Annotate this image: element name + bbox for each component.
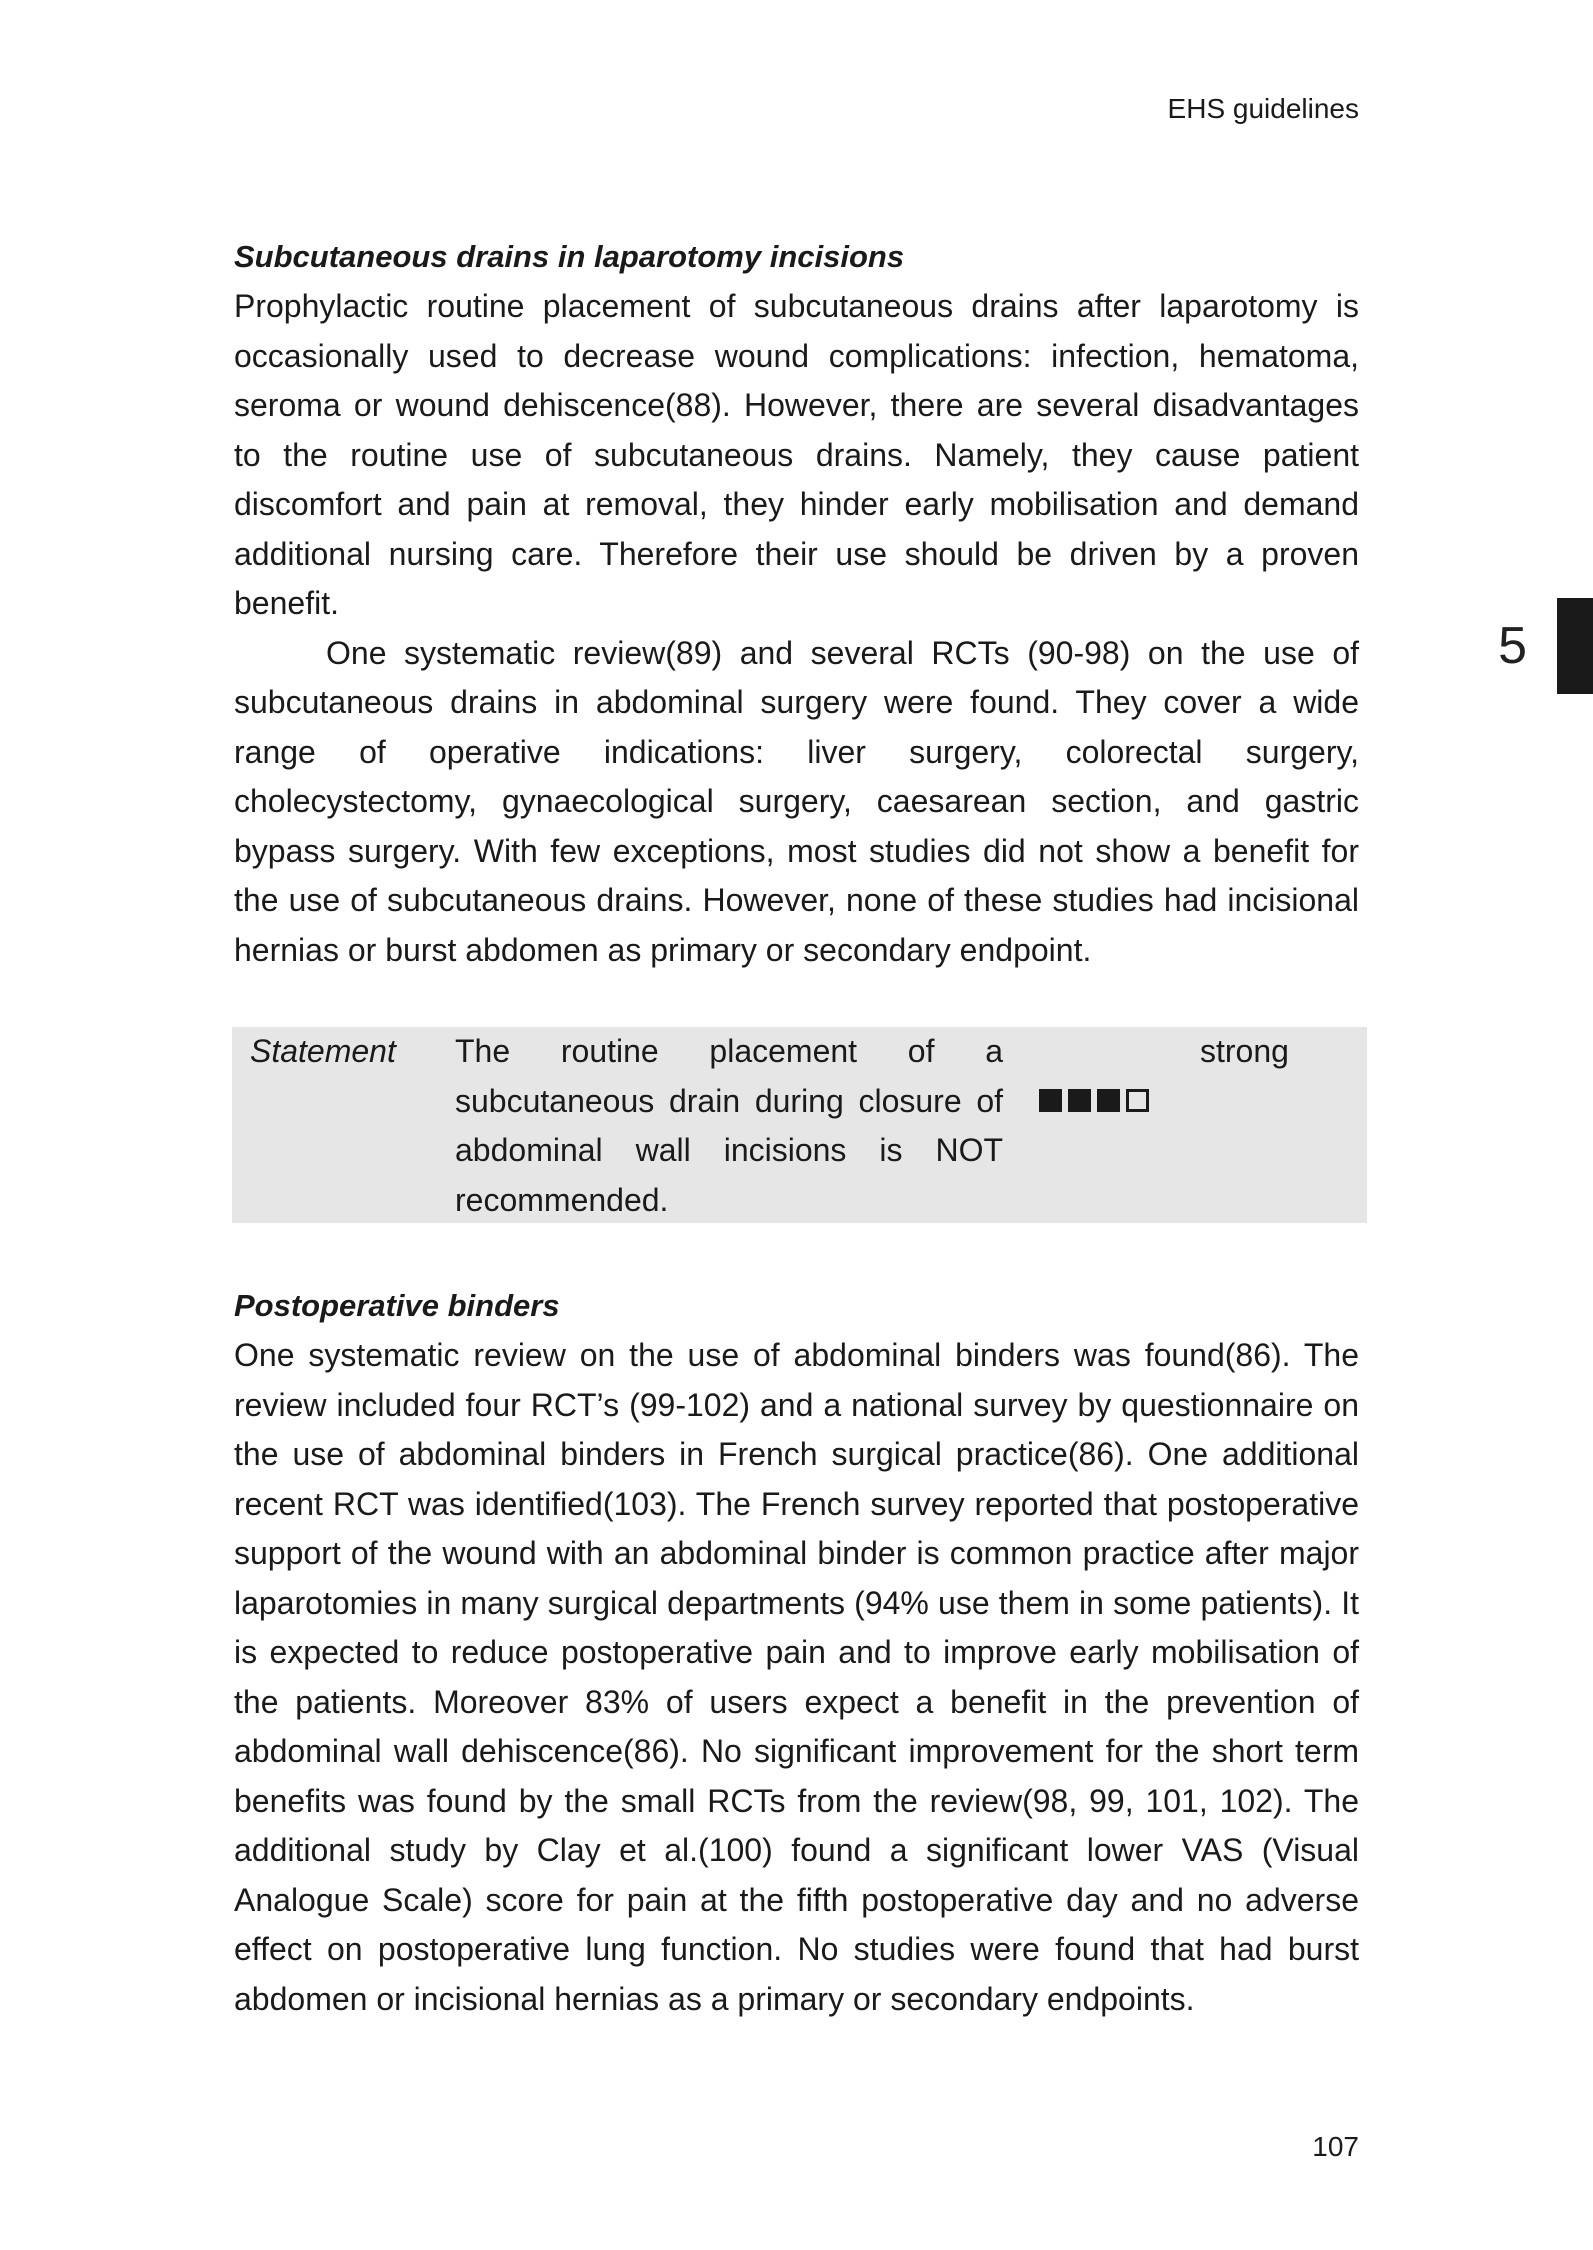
section-heading-drains: Subcutaneous drains in laparotomy incisions	[234, 239, 905, 274]
recommendation-strength: strong	[1200, 1033, 1289, 1069]
paragraph: One systematic review(89) and several RCTs (90-98) on the use of subcutaneous drains in abdominal surgery were found. They cover a wide range of operative indications: liver surgery, colorectal surgery, cholecystectomy, gynaecological surgery, caesarean section, and gastric bypass surgery. With few exceptions, most studies did not show a benefit for the use of subcutaneous drains. However, none of these studies had incisional hernias or burst abdomen as primary or secondary endpoint.	[234, 634, 1359, 968]
statement-label: Statement	[250, 1033, 396, 1069]
grade-square-empty	[1126, 1089, 1149, 1112]
paragraph: One systematic review on the use of abdominal binders was found(86). The review included four RCT’s (99-102) and a national survey by questionnaire on the use of abdominal binders in French surgical practice(86). One additional recent RCT was identified(103). The French survey reported that postoperative support of the wound with an abdominal binder is common practice after major laparotomies in many surgical departments (94% use them in some patients). It is expected to reduce postoperative pain and to improve early mobilisation of the patients. Moreover 83% of users expect a benefit in the prevention of abdominal wall dehiscence(86). No significant improvement for the short term benefits was found by the small RCTs from the review(98, 99, 101, 102). The additional study by Clay et al.(100) found a significant lower VAS (Visual Analogue Scale) score for pain at the fifth postoperative day and no adverse effect on postoperative lung function. No studies were found that had burst abdomen or incisional hernias as a primary or secondary endpoints.	[234, 1337, 1359, 2017]
grade-square-filled	[1068, 1089, 1091, 1112]
running-header: EHS guidelines	[1167, 93, 1359, 124]
evidence-grade	[1039, 1076, 1149, 1125]
statement-box	[232, 1027, 1367, 1223]
grade-square-filled	[1097, 1089, 1120, 1112]
section-heading-binders: Postoperative binders	[234, 1288, 560, 1323]
grade-square-filled	[1039, 1089, 1062, 1112]
statement-text: The routine placement of a subcutaneous drain during closure of abdominal wall incisions is NOT recommended.	[455, 1033, 1003, 1218]
page-content	[234, 232, 1359, 2024]
chapter-tab-marker	[1557, 598, 1593, 694]
page-number: 107	[1312, 2131, 1359, 2162]
chapter-number: 5	[1498, 617, 1527, 675]
paragraph: Prophylactic routine placement of subcutaneous drains after laparotomy is occasionally used to decrease wound complications: infection, hematoma, seroma or wound dehiscence(88). However, there are several disadvantages to the routine use of subcutaneous drains. Namely, they cause patient discomfort and pain at removal, they hinder early mobilisation and demand additional nursing care. Therefore their use should be driven by a proven benefit.	[234, 288, 1359, 621]
